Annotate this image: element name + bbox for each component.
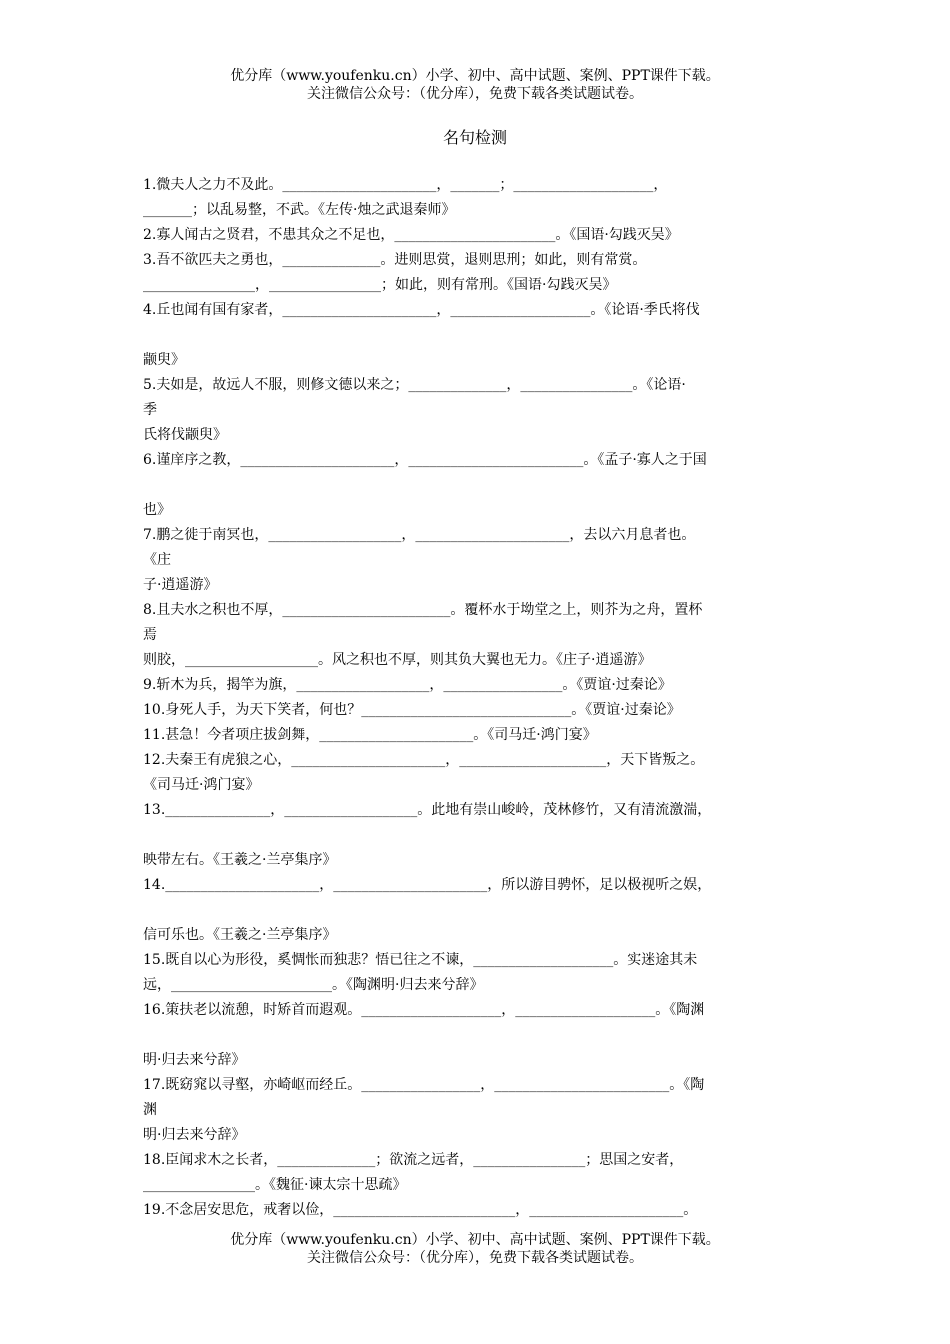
exercise-list [143, 173, 808, 1223]
text-line: 7.鹏之徙于南冥也，___________________，______________________，去以六月息者也。 [143, 527, 696, 543]
text-line: 子·逍遥游》 [143, 577, 218, 593]
text-line: ________________，________________；如此，则有常刑。《国语·勾践灭吴》 [143, 277, 617, 293]
text-line: 渊 [143, 1102, 157, 1118]
text-line [143, 823, 808, 848]
text-line: 6.谨庠序之教，______________________，_________________________。《孟子·寡人之于国 [143, 452, 707, 468]
text-line [143, 323, 808, 348]
text-line: 1.微夫人之力不及此。______________________，_______；____________________， [143, 177, 668, 193]
text-line: 9.斩木为兵，揭竿为旗，___________________，_________________。《贾谊·过秦论》 [143, 677, 672, 693]
text-line: 4.丘也闻有国有家者，______________________，____________________。《论语·季氏将伐 [143, 302, 700, 318]
text-line: 10.身死人手，为天下笑者，何也？______________________________。《贾谊·过秦论》 [143, 702, 681, 718]
footer-line-1: 优分库（www.youfenku.cn）小学、初中、高中试题、案例、PPT课件下载。 [230, 1232, 720, 1248]
header-line-1: 优分库（www.youfenku.cn）小学、初中、高中试题、案例、PPT课件下载。 [230, 68, 720, 84]
text-line: 17.既窈窕以寻壑，亦崎岖而经丘。_________________，_________________________。《陶 [143, 1077, 705, 1093]
page-footer [0, 1231, 950, 1267]
text-line: 信可乐也。《王羲之·兰亭集序》 [143, 927, 337, 943]
text-line: 焉 [143, 627, 157, 643]
text-line: 明·归去来兮辞》 [143, 1052, 246, 1068]
text-line: 3.吾不欲匹夫之勇也，______________。进则思赏，退则思刑；如此，则有常赏。 [143, 252, 647, 268]
text-line: 5.夫如是，故远人不服，则修文德以来之；______________，________________。《论语· [143, 377, 686, 393]
text-line: 《司马迁·鸿门宴》 [143, 777, 260, 793]
text-line: 2.寡人闻古之贤君，不患其众之不足也，_______________________。《国语·勾践灭吴》 [143, 227, 679, 243]
text-line [143, 473, 808, 498]
header-line-2: 关注微信公众号：（优分库），免费下载各类试题试卷。 [307, 86, 643, 102]
page-header [0, 67, 950, 103]
text-line: 18.臣闻求木之长者，______________；欲流之远者，________________；思国之安者， [143, 1152, 684, 1168]
text-line: 8.且夫水之积也不厚，________________________。覆杯水于坳堂之上，则芥为之舟，置杯 [143, 602, 703, 618]
text-line: 13._______________，___________________。此地有崇山峻岭，茂林修竹，又有清流激湍， [143, 802, 712, 818]
text-line: 映带左右。《王羲之·兰亭集序》 [143, 852, 337, 868]
text-line: 季 [143, 402, 157, 418]
text-line: ________________。《魏征·谏太宗十思疏》 [143, 1177, 407, 1193]
text-line: _______；以乱易整，不武。《左传·烛之武退秦师》 [143, 202, 456, 218]
text-line: 则胶，___________________。风之积也不厚，则其负大翼也无力。《庄子·逍遥游》 [143, 652, 652, 668]
text-line: 16.策扶老以流憩，时矫首而遐观。____________________，____________________。《陶渊 [143, 1002, 705, 1018]
text-line: 14.______________________，______________________，所以游目骋怀，足以极视听之娱， [143, 877, 712, 893]
text-line: 也》 [143, 502, 171, 518]
text-line: 12.夫秦王有虎狼之心，______________________，_____________________，天下皆叛之。 [143, 752, 705, 768]
text-line: 15.既自以心为形役，奚惆怅而独悲？悟已往之不谏，____________________。实迷途其未 [143, 952, 698, 968]
text-line [143, 898, 808, 923]
text-line: 氏将伐颛臾》 [143, 427, 227, 443]
footer-line-2: 关注微信公众号：（优分库），免费下载各类试题试卷。 [307, 1250, 643, 1266]
text-line: 11.甚急！今者项庄拔剑舞，______________________。《司马迁·鸿门宴》 [143, 727, 597, 743]
text-line: 19.不念居安思危，戒奢以俭，__________________________，______________________。 [143, 1202, 698, 1218]
text-line: 远，_______________________。《陶渊明·归去来兮辞》 [143, 977, 484, 993]
text-line [143, 1023, 808, 1048]
text-line: 颛臾》 [143, 352, 185, 368]
text-line: 明·归去来兮辞》 [143, 1127, 246, 1143]
text-line: 《庄 [143, 552, 171, 568]
page-title: 名句检测 [442, 128, 507, 147]
